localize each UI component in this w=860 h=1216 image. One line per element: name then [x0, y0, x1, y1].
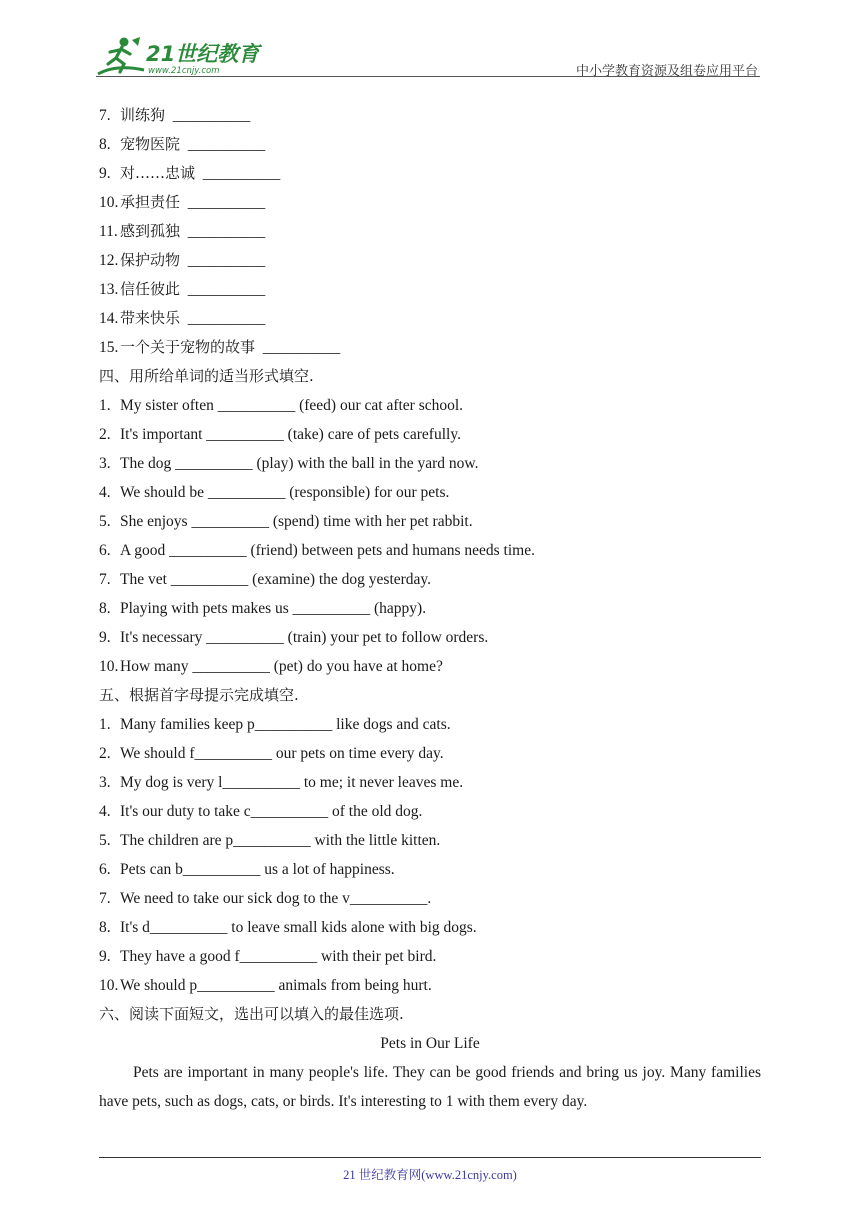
- header-divider: [96, 76, 760, 77]
- list-item: [99, 536, 761, 565]
- item-text: We should p__________ animals from being hurt.: [120, 977, 432, 994]
- list-item: [99, 101, 761, 130]
- list-item: [99, 797, 761, 826]
- item-number: 5.: [99, 832, 111, 849]
- item-text: We should f__________ our pets on time every day.: [120, 745, 444, 762]
- item-text: 宠物医院: [120, 135, 181, 153]
- item-text: We need to take our sick dog to the v__________.: [120, 890, 432, 907]
- item-text: They have a good f__________ with their pet bird.: [120, 948, 437, 965]
- item-text: 信任彼此: [120, 280, 181, 298]
- section-4-heading: 四、用所给单词的适当形式填空.: [99, 367, 314, 385]
- item-number: 7.: [99, 890, 111, 907]
- section-4-list: [99, 391, 761, 681]
- item-text: 一个关于宠物的故事: [120, 338, 256, 356]
- item-text: It's d__________ to leave small kids alone with big dogs.: [120, 919, 477, 936]
- header-tagline: 中小学教育资源及组卷应用平台: [575, 64, 758, 79]
- list-item: [99, 594, 761, 623]
- worksheet-content: [99, 101, 761, 1116]
- item-text: It's important __________ (take) care of pets carefully.: [120, 426, 461, 443]
- item-number: 2.: [99, 745, 111, 762]
- item-text: It's necessary __________ (train) your pet to follow orders.: [120, 629, 489, 646]
- list-item: [99, 826, 761, 855]
- item-text: 承担责任: [120, 193, 181, 211]
- answer-blank[interactable]: __________: [187, 194, 266, 211]
- item-number: 12.: [99, 252, 119, 269]
- answer-blank[interactable]: __________: [187, 310, 266, 327]
- item-text: We should be __________ (responsible) for our pets.: [120, 484, 450, 501]
- item-text: A good __________ (friend) between pets and humans needs time.: [120, 542, 535, 559]
- item-text: The vet __________ (examine) the dog yesterday.: [120, 571, 432, 588]
- item-number: 2.: [99, 426, 111, 443]
- answer-blank[interactable]: __________: [187, 281, 266, 298]
- item-text: 对……忠诚: [120, 164, 196, 182]
- list-item: [99, 768, 761, 797]
- item-number: 6.: [99, 542, 111, 559]
- item-number: 3.: [99, 455, 111, 472]
- item-text: Many families keep p__________ like dogs and cats.: [120, 716, 451, 733]
- item-number: 6.: [99, 861, 111, 878]
- list-item: [99, 275, 761, 304]
- item-text: The dog __________ (play) with the ball in the yard now.: [120, 455, 479, 472]
- list-item: [99, 652, 761, 681]
- item-number: 14.: [99, 310, 119, 327]
- item-number: 4.: [99, 803, 111, 820]
- list-item: [99, 913, 761, 942]
- list-item: [99, 710, 761, 739]
- item-number: 1.: [99, 397, 111, 414]
- list-item: [99, 942, 761, 971]
- answer-blank[interactable]: __________: [187, 223, 266, 240]
- svg-text:www.21cnjy.com: www.21cnjy.com: [148, 66, 220, 76]
- item-text: Playing with pets makes us __________ (happy).: [120, 600, 427, 617]
- list-item: [99, 855, 761, 884]
- item-text: How many __________ (pet) do you have at home?: [120, 658, 443, 675]
- item-number: 9.: [99, 629, 111, 646]
- item-text: 训练狗: [120, 106, 166, 124]
- footer-text: 21 世纪教育网(www.21cnjy.com): [343, 1168, 517, 1182]
- list-item: [99, 130, 761, 159]
- item-number: 15.: [99, 339, 119, 356]
- list-item: [99, 217, 761, 246]
- item-number: 3.: [99, 774, 111, 791]
- footer-divider: [99, 1157, 761, 1158]
- list-item: [99, 333, 761, 362]
- passage-paragraph: Pets are important in many people's life. They can be good friends and bring us joy. Many families have pets, such as dogs, cats, or birds. It's interesting to 1 with them every day.: [99, 1064, 761, 1110]
- list-item: [99, 478, 761, 507]
- list-item: [99, 449, 761, 478]
- answer-blank[interactable]: __________: [187, 136, 266, 153]
- list-item: [99, 884, 761, 913]
- page-header: [96, 34, 760, 78]
- item-number: 13.: [99, 281, 119, 298]
- item-number: 7.: [99, 571, 111, 588]
- item-number: 10.: [99, 658, 119, 675]
- answer-blank[interactable]: __________: [172, 107, 251, 124]
- item-number: 5.: [99, 513, 111, 530]
- answer-blank[interactable]: __________: [187, 252, 266, 269]
- list-item: [99, 391, 761, 420]
- list-item: [99, 971, 761, 1000]
- item-number: 8.: [99, 600, 111, 617]
- item-number: 4.: [99, 484, 111, 501]
- item-text: She enjoys __________ (spend) time with her pet rabbit.: [120, 513, 473, 530]
- item-number: 7.: [99, 107, 111, 124]
- item-number: 8.: [99, 136, 111, 153]
- section-5-heading: 五、根据首字母提示完成填空.: [99, 686, 299, 704]
- item-text: It's our duty to take c__________ of the old dog.: [120, 803, 423, 820]
- item-number: 10.: [99, 977, 119, 994]
- item-text: 带来快乐: [120, 309, 181, 327]
- answer-blank[interactable]: __________: [262, 339, 341, 356]
- list-item: [99, 304, 761, 333]
- list-item: [99, 188, 761, 217]
- logo: [96, 34, 266, 78]
- item-number: 9.: [99, 165, 111, 182]
- svg-text:21世纪教育: 21世纪教育: [146, 42, 260, 66]
- section-5-list: [99, 710, 761, 1000]
- passage-title: Pets in Our Life: [380, 1035, 480, 1052]
- item-text: The children are p__________ with the little kitten.: [120, 832, 441, 849]
- item-number: 8.: [99, 919, 111, 936]
- item-number: 9.: [99, 948, 111, 965]
- list-item: [99, 739, 761, 768]
- item-number: 1.: [99, 716, 111, 733]
- section-6-heading: 六、阅读下面短文，选出可以填入的最佳选项.: [99, 1005, 404, 1023]
- list-item: [99, 507, 761, 536]
- item-number: 11.: [99, 223, 118, 240]
- answer-blank[interactable]: __________: [202, 165, 281, 182]
- list-item: [99, 565, 761, 594]
- item-number: 10.: [99, 194, 119, 211]
- running-figure-icon: [98, 37, 144, 74]
- list-item: [99, 159, 761, 188]
- item-text: My dog is very l__________ to me; it never leaves me.: [120, 774, 464, 791]
- list-item: [99, 623, 761, 652]
- list-item: [99, 420, 761, 449]
- section-3-list: [99, 101, 761, 362]
- item-text: 保护动物: [120, 251, 181, 269]
- item-text: 感到孤独: [120, 222, 181, 240]
- item-text: Pets can b__________ us a lot of happiness.: [120, 861, 395, 878]
- list-item: [99, 246, 761, 275]
- item-text: My sister often __________ (feed) our cat after school.: [120, 397, 464, 414]
